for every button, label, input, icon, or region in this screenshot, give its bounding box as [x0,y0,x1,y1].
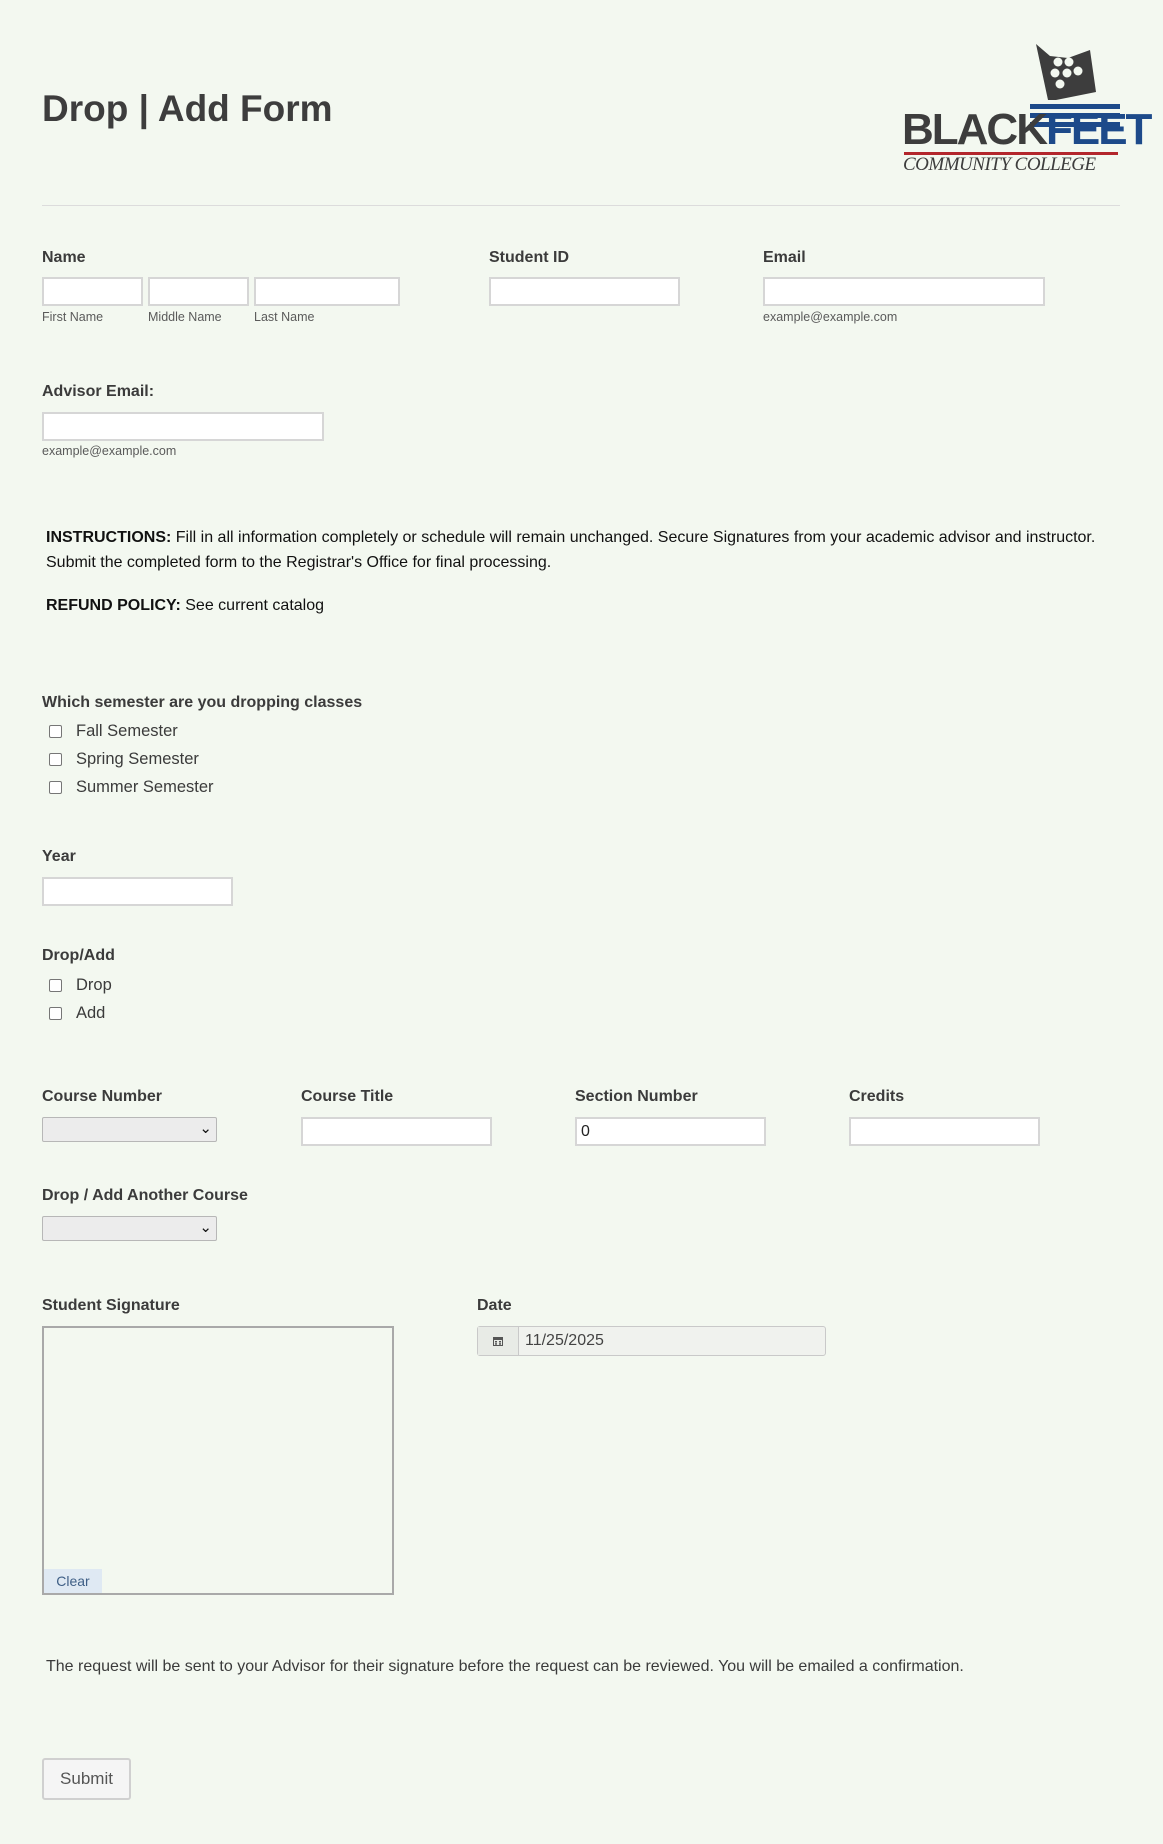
refund-policy-body: See current catalog [180,597,325,614]
instructions-text [46,525,1126,575]
logo-word-feet: FEET [1045,105,1151,154]
course-number-select[interactable] [42,1117,217,1142]
year-input[interactable] [42,877,233,906]
credits-input[interactable] [849,1117,1040,1146]
section-number-label: Section Number [575,1088,698,1105]
header-divider [42,205,1120,206]
calendar-button[interactable] [478,1327,519,1355]
spring-checkbox[interactable] [49,753,62,766]
clear-signature-button[interactable]: Clear [44,1569,102,1593]
summer-checkbox[interactable] [49,781,62,794]
drop-option-label: Drop [76,976,112,994]
signature-label: Student Signature [42,1297,180,1314]
instructions-lead: INSTRUCTIONS: [46,529,172,546]
refund-policy-lead: REFUND POLICY: [46,597,181,614]
email-label: Email [763,249,806,266]
email-sublabel: example@example.com [763,310,898,324]
course-number-label: Course Number [42,1088,163,1105]
date-label: Date [477,1297,512,1314]
page-title: Drop | Add Form [42,88,333,129]
instructions-body: Fill in all information completely or schedule will remain unchanged. Secure Signatures from your academic advisor and instructor. Submit the completed form to the Registrar's Office for final processing. [46,529,1096,571]
section-number-input[interactable] [575,1117,766,1146]
advisor-email-input[interactable] [42,412,324,441]
course-title-label: Course Title [301,1088,394,1105]
refund-policy-text [46,593,324,618]
course-title-input[interactable] [301,1117,492,1146]
fall-checkbox[interactable] [49,725,62,738]
last-name-input[interactable] [254,277,400,306]
date-value[interactable]: 11/25/2025 [525,1332,604,1349]
calendar-icon [492,1335,504,1347]
email-input[interactable] [763,277,1045,306]
chevron-down-icon: ⌄ [199,1120,212,1137]
credits-label: Credits [849,1088,905,1105]
middle-name-input[interactable] [148,277,249,306]
advisor-email-label: Advisor Email: [42,383,155,400]
student-id-label: Student ID [489,249,569,266]
student-id-input[interactable] [489,277,680,306]
another-course-select[interactable] [42,1216,217,1241]
submit-button[interactable]: Submit [42,1758,131,1800]
drop-add-label: Drop/Add [42,947,115,964]
first-name-sublabel: First Name [42,310,104,324]
logo-subtitle: COMMUNITY COLLEGE [903,154,1096,175]
summer-label: Summer Semester [76,778,214,796]
drop-checkbox[interactable] [49,979,62,992]
add-option-label: Add [76,1004,106,1022]
middle-name-sublabel: Middle Name [148,310,222,324]
date-field[interactable] [477,1326,826,1356]
signature-pad[interactable] [42,1326,394,1595]
spring-label: Spring Semester [76,750,199,768]
year-label: Year [42,848,76,865]
name-label: Name [42,249,86,266]
advisor-note: The request will be sent to your Advisor for their signature before the request can be reviewed. You will be emailed a confirmation. [46,1658,964,1675]
chevron-down-icon: ⌄ [199,1219,212,1236]
fall-label: Fall Semester [76,722,178,740]
another-course-label: Drop / Add Another Course [42,1187,248,1204]
college-logo [900,42,1151,177]
semester-label: Which semester are you dropping classes [42,694,363,711]
first-name-input[interactable] [42,277,143,306]
advisor-email-sublabel: example@example.com [42,444,177,458]
add-checkbox[interactable] [49,1007,62,1020]
last-name-sublabel: Last Name [254,310,315,324]
logo-word-black: BLACK [902,105,1046,154]
